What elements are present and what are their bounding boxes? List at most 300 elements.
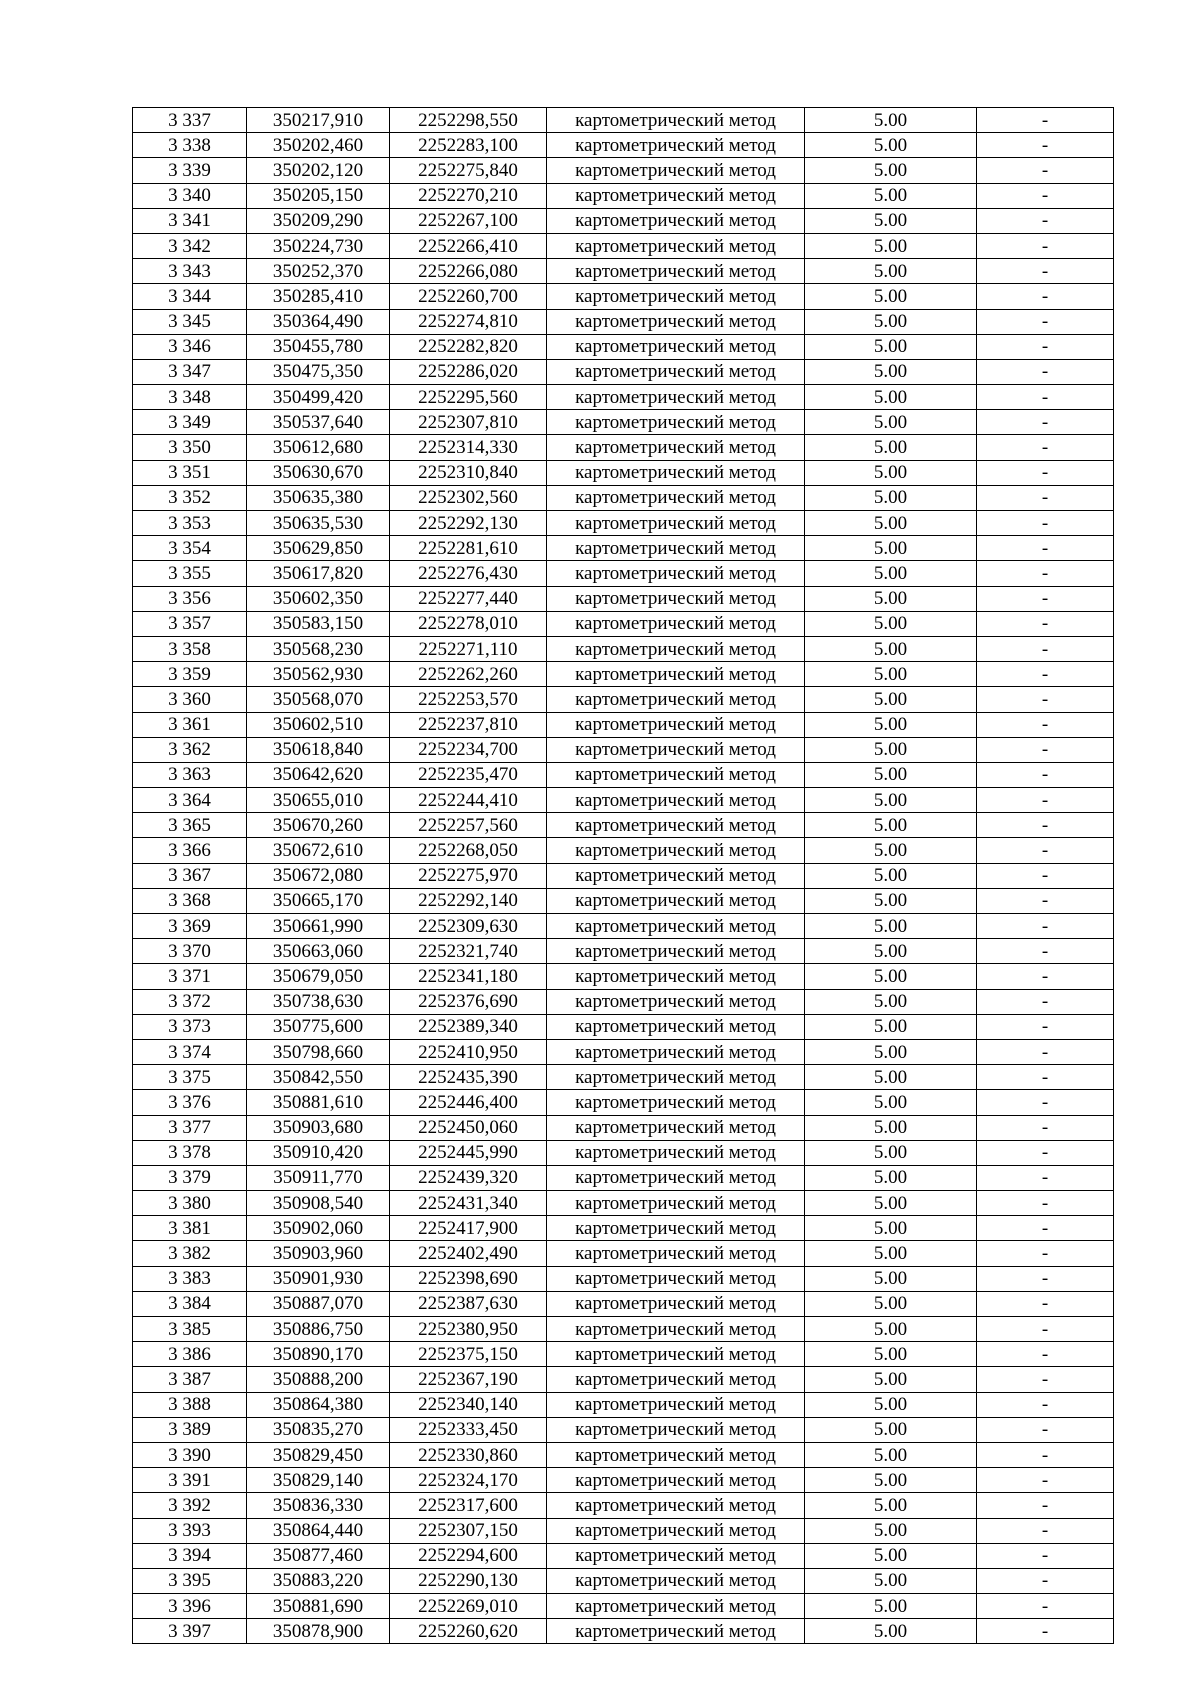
method-cell: картометрический метод	[547, 208, 805, 233]
point-number-cell: 3 392	[133, 1493, 247, 1518]
coordinates-table-body	[133, 108, 1114, 1644]
table-row	[133, 1493, 1114, 1518]
accuracy-cell: 5.00	[805, 1014, 977, 1039]
method-cell: картометрический метод	[547, 1594, 805, 1619]
x-coordinate-cell: 350537,640	[247, 410, 390, 435]
accuracy-cell: 5.00	[805, 485, 977, 510]
method-cell: картометрический метод	[547, 309, 805, 334]
y-coordinate-cell: 2252292,140	[390, 888, 547, 913]
point-number-cell: 3 342	[133, 233, 247, 258]
method-cell: картометрический метод	[547, 1367, 805, 1392]
x-coordinate-cell: 350661,990	[247, 914, 390, 939]
x-coordinate-cell: 350562,930	[247, 662, 390, 687]
x-coordinate-cell: 350829,450	[247, 1442, 390, 1467]
method-cell: картометрический метод	[547, 133, 805, 158]
point-number-cell: 3 353	[133, 511, 247, 536]
method-cell: картометрический метод	[547, 1619, 805, 1644]
table-row	[133, 712, 1114, 737]
method-cell: картометрический метод	[547, 838, 805, 863]
method-cell: картометрический метод	[547, 410, 805, 435]
table-row	[133, 1090, 1114, 1115]
table-row	[133, 1543, 1114, 1568]
accuracy-cell: 5.00	[805, 611, 977, 636]
table-row	[133, 561, 1114, 586]
table-row	[133, 1241, 1114, 1266]
accuracy-cell: 5.00	[805, 108, 977, 133]
point-number-cell: 3 374	[133, 1039, 247, 1064]
note-cell: -	[977, 1140, 1114, 1165]
y-coordinate-cell: 2252266,410	[390, 233, 547, 258]
accuracy-cell: 5.00	[805, 410, 977, 435]
y-coordinate-cell: 2252270,210	[390, 183, 547, 208]
accuracy-cell: 5.00	[805, 636, 977, 661]
y-coordinate-cell: 2252367,190	[390, 1367, 547, 1392]
table-row	[133, 1367, 1114, 1392]
x-coordinate-cell: 350364,490	[247, 309, 390, 334]
note-cell: -	[977, 1568, 1114, 1593]
y-coordinate-cell: 2252324,170	[390, 1468, 547, 1493]
note-cell: -	[977, 1392, 1114, 1417]
method-cell: картометрический метод	[547, 788, 805, 813]
note-cell: -	[977, 1594, 1114, 1619]
note-cell: -	[977, 939, 1114, 964]
y-coordinate-cell: 2252282,820	[390, 334, 547, 359]
method-cell: картометрический метод	[547, 359, 805, 384]
x-coordinate-cell: 350883,220	[247, 1568, 390, 1593]
table-row	[133, 309, 1114, 334]
note-cell: -	[977, 662, 1114, 687]
table-row	[133, 208, 1114, 233]
x-coordinate-cell: 350888,200	[247, 1367, 390, 1392]
coordinates-table	[132, 107, 1114, 1644]
method-cell: картометрический метод	[547, 989, 805, 1014]
table-row	[133, 1568, 1114, 1593]
table-row	[133, 989, 1114, 1014]
y-coordinate-cell: 2252439,320	[390, 1165, 547, 1190]
point-number-cell: 3 397	[133, 1619, 247, 1644]
x-coordinate-cell: 350642,620	[247, 762, 390, 787]
method-cell: картометрический метод	[547, 385, 805, 410]
note-cell: -	[977, 435, 1114, 460]
note-cell: -	[977, 385, 1114, 410]
x-coordinate-cell: 350568,230	[247, 636, 390, 661]
x-coordinate-cell: 350864,440	[247, 1518, 390, 1543]
table-row	[133, 762, 1114, 787]
x-coordinate-cell: 350903,680	[247, 1115, 390, 1140]
method-cell: картометрический метод	[547, 1039, 805, 1064]
accuracy-cell: 5.00	[805, 1594, 977, 1619]
accuracy-cell: 5.00	[805, 208, 977, 233]
point-number-cell: 3 347	[133, 359, 247, 384]
accuracy-cell: 5.00	[805, 334, 977, 359]
table-row	[133, 410, 1114, 435]
table-row	[133, 334, 1114, 359]
y-coordinate-cell: 2252290,130	[390, 1568, 547, 1593]
method-cell: картометрический метод	[547, 1090, 805, 1115]
note-cell: -	[977, 359, 1114, 384]
method-cell: картометрический метод	[547, 284, 805, 309]
method-cell: картометрический метод	[547, 914, 805, 939]
y-coordinate-cell: 2252275,970	[390, 863, 547, 888]
note-cell: -	[977, 1266, 1114, 1291]
table-row	[133, 485, 1114, 510]
accuracy-cell: 5.00	[805, 1367, 977, 1392]
table-row	[133, 838, 1114, 863]
note-cell: -	[977, 1342, 1114, 1367]
accuracy-cell: 5.00	[805, 1165, 977, 1190]
accuracy-cell: 5.00	[805, 1115, 977, 1140]
point-number-cell: 3 341	[133, 208, 247, 233]
x-coordinate-cell: 350887,070	[247, 1291, 390, 1316]
note-cell: -	[977, 1493, 1114, 1518]
y-coordinate-cell: 2252283,100	[390, 133, 547, 158]
point-number-cell: 3 377	[133, 1115, 247, 1140]
accuracy-cell: 5.00	[805, 914, 977, 939]
y-coordinate-cell: 2252278,010	[390, 611, 547, 636]
x-coordinate-cell: 350602,350	[247, 586, 390, 611]
table-row	[133, 1140, 1114, 1165]
method-cell: картометрический метод	[547, 762, 805, 787]
accuracy-cell: 5.00	[805, 460, 977, 485]
note-cell: -	[977, 133, 1114, 158]
method-cell: картометрический метод	[547, 1216, 805, 1241]
note-cell: -	[977, 1216, 1114, 1241]
point-number-cell: 3 378	[133, 1140, 247, 1165]
table-row	[133, 964, 1114, 989]
method-cell: картометрический метод	[547, 1442, 805, 1467]
x-coordinate-cell: 350499,420	[247, 385, 390, 410]
accuracy-cell: 5.00	[805, 788, 977, 813]
table-row	[133, 1191, 1114, 1216]
x-coordinate-cell: 350864,380	[247, 1392, 390, 1417]
method-cell: картометрический метод	[547, 1165, 805, 1190]
point-number-cell: 3 384	[133, 1291, 247, 1316]
point-number-cell: 3 389	[133, 1417, 247, 1442]
method-cell: картометрический метод	[547, 863, 805, 888]
point-number-cell: 3 359	[133, 662, 247, 687]
y-coordinate-cell: 2252269,010	[390, 1594, 547, 1619]
x-coordinate-cell: 350890,170	[247, 1342, 390, 1367]
x-coordinate-cell: 350285,410	[247, 284, 390, 309]
method-cell: картометрический метод	[547, 712, 805, 737]
accuracy-cell: 5.00	[805, 989, 977, 1014]
accuracy-cell: 5.00	[805, 838, 977, 863]
accuracy-cell: 5.00	[805, 687, 977, 712]
method-cell: картометрический метод	[547, 1543, 805, 1568]
table-row	[133, 687, 1114, 712]
point-number-cell: 3 390	[133, 1442, 247, 1467]
method-cell: картометрический метод	[547, 334, 805, 359]
x-coordinate-cell: 350202,120	[247, 158, 390, 183]
accuracy-cell: 5.00	[805, 964, 977, 989]
table-row	[133, 1518, 1114, 1543]
table-row	[133, 737, 1114, 762]
table-row	[133, 611, 1114, 636]
y-coordinate-cell: 2252309,630	[390, 914, 547, 939]
accuracy-cell: 5.00	[805, 863, 977, 888]
y-coordinate-cell: 2252281,610	[390, 536, 547, 561]
note-cell: -	[977, 989, 1114, 1014]
accuracy-cell: 5.00	[805, 1442, 977, 1467]
point-number-cell: 3 338	[133, 133, 247, 158]
y-coordinate-cell: 2252262,260	[390, 662, 547, 687]
x-coordinate-cell: 350910,420	[247, 1140, 390, 1165]
x-coordinate-cell: 350842,550	[247, 1065, 390, 1090]
table-row	[133, 813, 1114, 838]
note-cell: -	[977, 1543, 1114, 1568]
y-coordinate-cell: 2252446,400	[390, 1090, 547, 1115]
point-number-cell: 3 339	[133, 158, 247, 183]
table-row	[133, 1216, 1114, 1241]
point-number-cell: 3 345	[133, 309, 247, 334]
y-coordinate-cell: 2252310,840	[390, 460, 547, 485]
accuracy-cell: 5.00	[805, 737, 977, 762]
accuracy-cell: 5.00	[805, 1291, 977, 1316]
x-coordinate-cell: 350886,750	[247, 1317, 390, 1342]
x-coordinate-cell: 350630,670	[247, 460, 390, 485]
x-coordinate-cell: 350911,770	[247, 1165, 390, 1190]
point-number-cell: 3 360	[133, 687, 247, 712]
x-coordinate-cell: 350672,080	[247, 863, 390, 888]
point-number-cell: 3 354	[133, 536, 247, 561]
note-cell: -	[977, 813, 1114, 838]
y-coordinate-cell: 2252330,860	[390, 1442, 547, 1467]
method-cell: картометрический метод	[547, 435, 805, 460]
y-coordinate-cell: 2252435,390	[390, 1065, 547, 1090]
method-cell: картометрический метод	[547, 536, 805, 561]
x-coordinate-cell: 350217,910	[247, 108, 390, 133]
x-coordinate-cell: 350881,610	[247, 1090, 390, 1115]
point-number-cell: 3 351	[133, 460, 247, 485]
x-coordinate-cell: 350670,260	[247, 813, 390, 838]
y-coordinate-cell: 2252387,630	[390, 1291, 547, 1316]
point-number-cell: 3 350	[133, 435, 247, 460]
point-number-cell: 3 358	[133, 636, 247, 661]
y-coordinate-cell: 2252260,620	[390, 1619, 547, 1644]
accuracy-cell: 5.00	[805, 133, 977, 158]
method-cell: картометрический метод	[547, 1140, 805, 1165]
point-number-cell: 3 340	[133, 183, 247, 208]
accuracy-cell: 5.00	[805, 233, 977, 258]
point-number-cell: 3 361	[133, 712, 247, 737]
x-coordinate-cell: 350798,660	[247, 1039, 390, 1064]
point-number-cell: 3 396	[133, 1594, 247, 1619]
note-cell: -	[977, 762, 1114, 787]
point-number-cell: 3 376	[133, 1090, 247, 1115]
table-row	[133, 233, 1114, 258]
y-coordinate-cell: 2252402,490	[390, 1241, 547, 1266]
y-coordinate-cell: 2252398,690	[390, 1266, 547, 1291]
table-row	[133, 284, 1114, 309]
table-row	[133, 1317, 1114, 1342]
method-cell: картометрический метод	[547, 964, 805, 989]
note-cell: -	[977, 838, 1114, 863]
table-row	[133, 385, 1114, 410]
point-number-cell: 3 391	[133, 1468, 247, 1493]
table-row	[133, 158, 1114, 183]
x-coordinate-cell: 350908,540	[247, 1191, 390, 1216]
table-row	[133, 1594, 1114, 1619]
point-number-cell: 3 382	[133, 1241, 247, 1266]
point-number-cell: 3 395	[133, 1568, 247, 1593]
accuracy-cell: 5.00	[805, 1468, 977, 1493]
note-cell: -	[977, 1241, 1114, 1266]
table-row	[133, 536, 1114, 561]
y-coordinate-cell: 2252244,410	[390, 788, 547, 813]
accuracy-cell: 5.00	[805, 1266, 977, 1291]
table-row	[133, 1342, 1114, 1367]
note-cell: -	[977, 611, 1114, 636]
note-cell: -	[977, 536, 1114, 561]
accuracy-cell: 5.00	[805, 1568, 977, 1593]
x-coordinate-cell: 350635,380	[247, 485, 390, 510]
note-cell: -	[977, 863, 1114, 888]
method-cell: картометрический метод	[547, 485, 805, 510]
method-cell: картометрический метод	[547, 939, 805, 964]
accuracy-cell: 5.00	[805, 158, 977, 183]
method-cell: картометрический метод	[547, 259, 805, 284]
x-coordinate-cell: 350903,960	[247, 1241, 390, 1266]
point-number-cell: 3 386	[133, 1342, 247, 1367]
method-cell: картометрический метод	[547, 158, 805, 183]
note-cell: -	[977, 183, 1114, 208]
accuracy-cell: 5.00	[805, 586, 977, 611]
x-coordinate-cell: 350583,150	[247, 611, 390, 636]
x-coordinate-cell: 350475,350	[247, 359, 390, 384]
x-coordinate-cell: 350672,610	[247, 838, 390, 863]
method-cell: картометрический метод	[547, 511, 805, 536]
x-coordinate-cell: 350568,070	[247, 687, 390, 712]
y-coordinate-cell: 2252389,340	[390, 1014, 547, 1039]
point-number-cell: 3 369	[133, 914, 247, 939]
accuracy-cell: 5.00	[805, 259, 977, 284]
accuracy-cell: 5.00	[805, 1493, 977, 1518]
note-cell: -	[977, 233, 1114, 258]
y-coordinate-cell: 2252314,330	[390, 435, 547, 460]
x-coordinate-cell: 350679,050	[247, 964, 390, 989]
accuracy-cell: 5.00	[805, 536, 977, 561]
method-cell: картометрический метод	[547, 1014, 805, 1039]
x-coordinate-cell: 350835,270	[247, 1417, 390, 1442]
table-row	[133, 1392, 1114, 1417]
note-cell: -	[977, 284, 1114, 309]
note-cell: -	[977, 410, 1114, 435]
accuracy-cell: 5.00	[805, 1140, 977, 1165]
note-cell: -	[977, 586, 1114, 611]
x-coordinate-cell: 350612,680	[247, 435, 390, 460]
accuracy-cell: 5.00	[805, 309, 977, 334]
table-row	[133, 460, 1114, 485]
x-coordinate-cell: 350205,150	[247, 183, 390, 208]
x-coordinate-cell: 350901,930	[247, 1266, 390, 1291]
x-coordinate-cell: 350618,840	[247, 737, 390, 762]
table-row	[133, 1417, 1114, 1442]
accuracy-cell: 5.00	[805, 359, 977, 384]
y-coordinate-cell: 2252445,990	[390, 1140, 547, 1165]
table-row	[133, 359, 1114, 384]
point-number-cell: 3 365	[133, 813, 247, 838]
point-number-cell: 3 393	[133, 1518, 247, 1543]
method-cell: картометрический метод	[547, 1417, 805, 1442]
point-number-cell: 3 364	[133, 788, 247, 813]
method-cell: картометрический метод	[547, 1191, 805, 1216]
note-cell: -	[977, 561, 1114, 586]
method-cell: картометрический метод	[547, 1065, 805, 1090]
method-cell: картометрический метод	[547, 233, 805, 258]
point-number-cell: 3 380	[133, 1191, 247, 1216]
table-row	[133, 435, 1114, 460]
point-number-cell: 3 346	[133, 334, 247, 359]
note-cell: -	[977, 737, 1114, 762]
note-cell: -	[977, 259, 1114, 284]
point-number-cell: 3 388	[133, 1392, 247, 1417]
y-coordinate-cell: 2252276,430	[390, 561, 547, 586]
note-cell: -	[977, 511, 1114, 536]
x-coordinate-cell: 350617,820	[247, 561, 390, 586]
accuracy-cell: 5.00	[805, 561, 977, 586]
method-cell: картометрический метод	[547, 1342, 805, 1367]
method-cell: картометрический метод	[547, 737, 805, 762]
accuracy-cell: 5.00	[805, 888, 977, 913]
note-cell: -	[977, 108, 1114, 133]
point-number-cell: 3 383	[133, 1266, 247, 1291]
note-cell: -	[977, 1468, 1114, 1493]
point-number-cell: 3 348	[133, 385, 247, 410]
method-cell: картометрический метод	[547, 1468, 805, 1493]
accuracy-cell: 5.00	[805, 1191, 977, 1216]
method-cell: картометрический метод	[547, 813, 805, 838]
accuracy-cell: 5.00	[805, 939, 977, 964]
y-coordinate-cell: 2252307,810	[390, 410, 547, 435]
x-coordinate-cell: 350775,600	[247, 1014, 390, 1039]
accuracy-cell: 5.00	[805, 1317, 977, 1342]
note-cell: -	[977, 1367, 1114, 1392]
y-coordinate-cell: 2252317,600	[390, 1493, 547, 1518]
method-cell: картометрический метод	[547, 460, 805, 485]
note-cell: -	[977, 485, 1114, 510]
x-coordinate-cell: 350836,330	[247, 1493, 390, 1518]
point-number-cell: 3 381	[133, 1216, 247, 1241]
point-number-cell: 3 362	[133, 737, 247, 762]
note-cell: -	[977, 1442, 1114, 1467]
point-number-cell: 3 387	[133, 1367, 247, 1392]
y-coordinate-cell: 2252257,560	[390, 813, 547, 838]
accuracy-cell: 5.00	[805, 183, 977, 208]
x-coordinate-cell: 350878,900	[247, 1619, 390, 1644]
point-number-cell: 3 370	[133, 939, 247, 964]
point-number-cell: 3 367	[133, 863, 247, 888]
note-cell: -	[977, 1191, 1114, 1216]
table-row	[133, 259, 1114, 284]
x-coordinate-cell: 350665,170	[247, 888, 390, 913]
note-cell: -	[977, 1014, 1114, 1039]
y-coordinate-cell: 2252234,700	[390, 737, 547, 762]
point-number-cell: 3 379	[133, 1165, 247, 1190]
point-number-cell: 3 349	[133, 410, 247, 435]
note-cell: -	[977, 636, 1114, 661]
method-cell: картометрический метод	[547, 1568, 805, 1593]
accuracy-cell: 5.00	[805, 435, 977, 460]
method-cell: картометрический метод	[547, 687, 805, 712]
y-coordinate-cell: 2252410,950	[390, 1039, 547, 1064]
accuracy-cell: 5.00	[805, 813, 977, 838]
method-cell: картометрический метод	[547, 1317, 805, 1342]
y-coordinate-cell: 2252380,950	[390, 1317, 547, 1342]
accuracy-cell: 5.00	[805, 762, 977, 787]
note-cell: -	[977, 1115, 1114, 1140]
point-number-cell: 3 352	[133, 485, 247, 510]
accuracy-cell: 5.00	[805, 1065, 977, 1090]
